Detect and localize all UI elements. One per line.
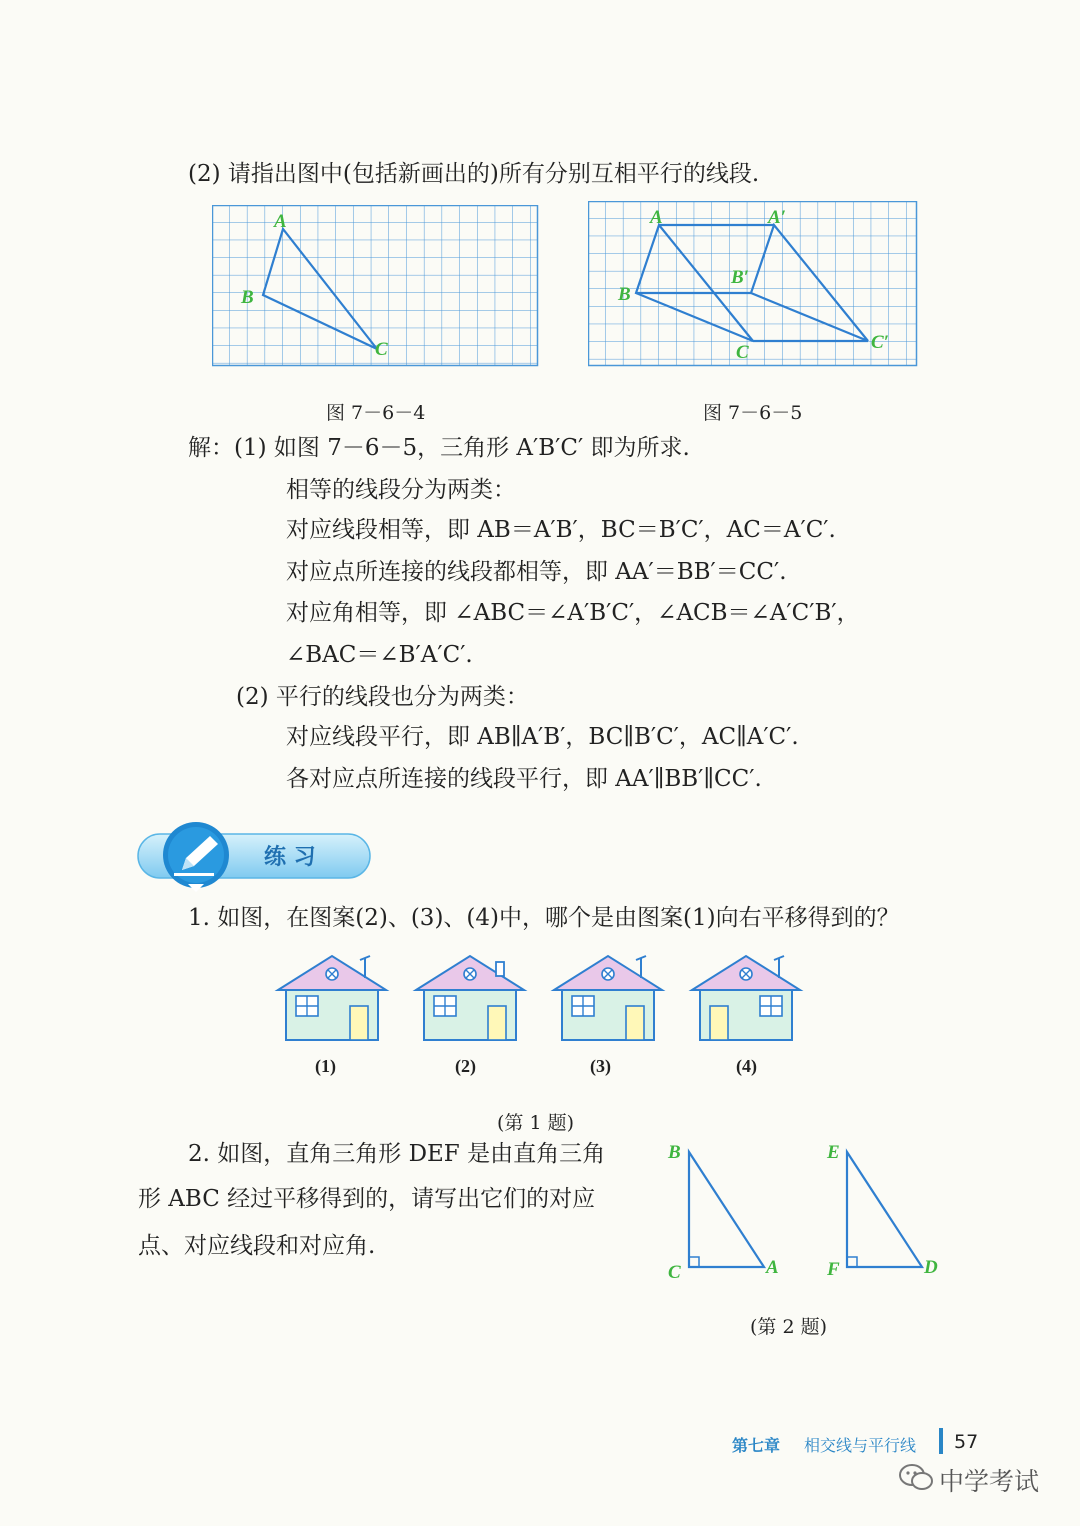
label-c-prime: C′: [871, 332, 890, 353]
solution-line-3: 对应线段相等，即 AB＝A′B′，BC＝B′C′，AC＝A′C′.: [286, 517, 836, 543]
figure-7-6-5: [588, 201, 920, 367]
label-b-prime: B′: [731, 267, 750, 288]
solution-line-4: 对应点所连接的线段都相等，即 AA′＝BB′＝CC′.: [286, 559, 787, 585]
banner-arrow: [188, 884, 204, 892]
house-label-3: (3): [590, 1056, 611, 1076]
house-label-4: (4): [736, 1056, 757, 1076]
label-b: B: [668, 1142, 681, 1163]
banner-title: 练 习: [264, 845, 316, 870]
triangle-abc-right: [667, 1142, 779, 1283]
footer-title: 相交线与平行线: [804, 1436, 917, 1455]
exercise-q1: 1. 如图，在图案(2)、(3)、(4)中，哪个是由图案(1)向右平移得到的？: [188, 905, 900, 931]
exercise-q2-line-2: 形 ABC 经过平移得到的，请写出它们的对应: [138, 1186, 596, 1212]
house-2: [416, 956, 524, 1040]
label-a: A: [766, 1257, 779, 1278]
solution-line-2: 相等的线段分为两类：: [286, 477, 516, 503]
figure-7-6-4-caption: 图 7－6－4: [326, 402, 426, 424]
solution-line-8: 对应线段平行，即 AB∥A′B′，BC∥B′C′，AC∥A′C′.: [286, 724, 799, 750]
right-triangles-figure: [660, 1135, 960, 1285]
label-a-prime: A′: [768, 207, 787, 228]
watermark-text: 中学考试: [939, 1467, 1040, 1496]
label-d: D: [924, 1257, 938, 1278]
wechat-icon: [898, 1462, 934, 1492]
label-a: A: [650, 207, 663, 228]
triangle-def-right: [826, 1142, 938, 1280]
label-c: C: [668, 1262, 681, 1283]
page-number: 57: [954, 1431, 979, 1453]
label-f: F: [827, 1259, 840, 1280]
label-c: C: [375, 339, 388, 360]
exercise-q2-line-3: 点、对应线段和对应角.: [138, 1233, 376, 1259]
label-a: A: [274, 211, 287, 232]
footer-chapter: 第七章: [732, 1436, 781, 1455]
solution-line-9: 各对应点所连接的线段平行，即 AA′∥BB′∥CC′.: [286, 766, 762, 792]
q2-caption: (第 2 题): [750, 1316, 827, 1338]
solution-line-7: (2) 平行的线段也分为两类：: [236, 684, 529, 710]
house-labels: [272, 1050, 812, 1080]
house-label-2: (2): [455, 1056, 476, 1076]
house-4: [692, 956, 800, 1040]
footer-divider: [939, 1428, 943, 1454]
solution-line-1: 解：(1) 如图 7－6－5，三角形 A′B′C′ 即为所求.: [188, 435, 690, 461]
house-label-1: (1): [315, 1056, 336, 1076]
q1-caption: (第 1 题): [497, 1112, 574, 1134]
question-2: (2) 请指出图中(包括新画出的)所有分别互相平行的线段.: [188, 161, 760, 187]
label-e: E: [827, 1142, 840, 1163]
figure-7-6-4: [212, 205, 540, 367]
label-b: B: [618, 284, 631, 305]
solution-line-5: 对应角相等，即 ∠ABC＝∠A′B′C′，∠ACB＝∠A′C′B′，: [286, 600, 860, 626]
houses-figure: [272, 948, 812, 1048]
house-1: [278, 956, 386, 1040]
figure-7-6-5-caption: 图 7－6－5: [703, 402, 803, 424]
label-c: C: [736, 342, 749, 363]
solution-line-6: ∠BAC＝∠B′A′C′.: [286, 642, 473, 668]
house-3: [554, 956, 662, 1040]
exercise-q2-line-1: 2. 如图，直角三角形 DEF 是由直角三角: [188, 1141, 606, 1167]
exercise-banner: [136, 822, 376, 896]
label-b: B: [241, 287, 254, 308]
